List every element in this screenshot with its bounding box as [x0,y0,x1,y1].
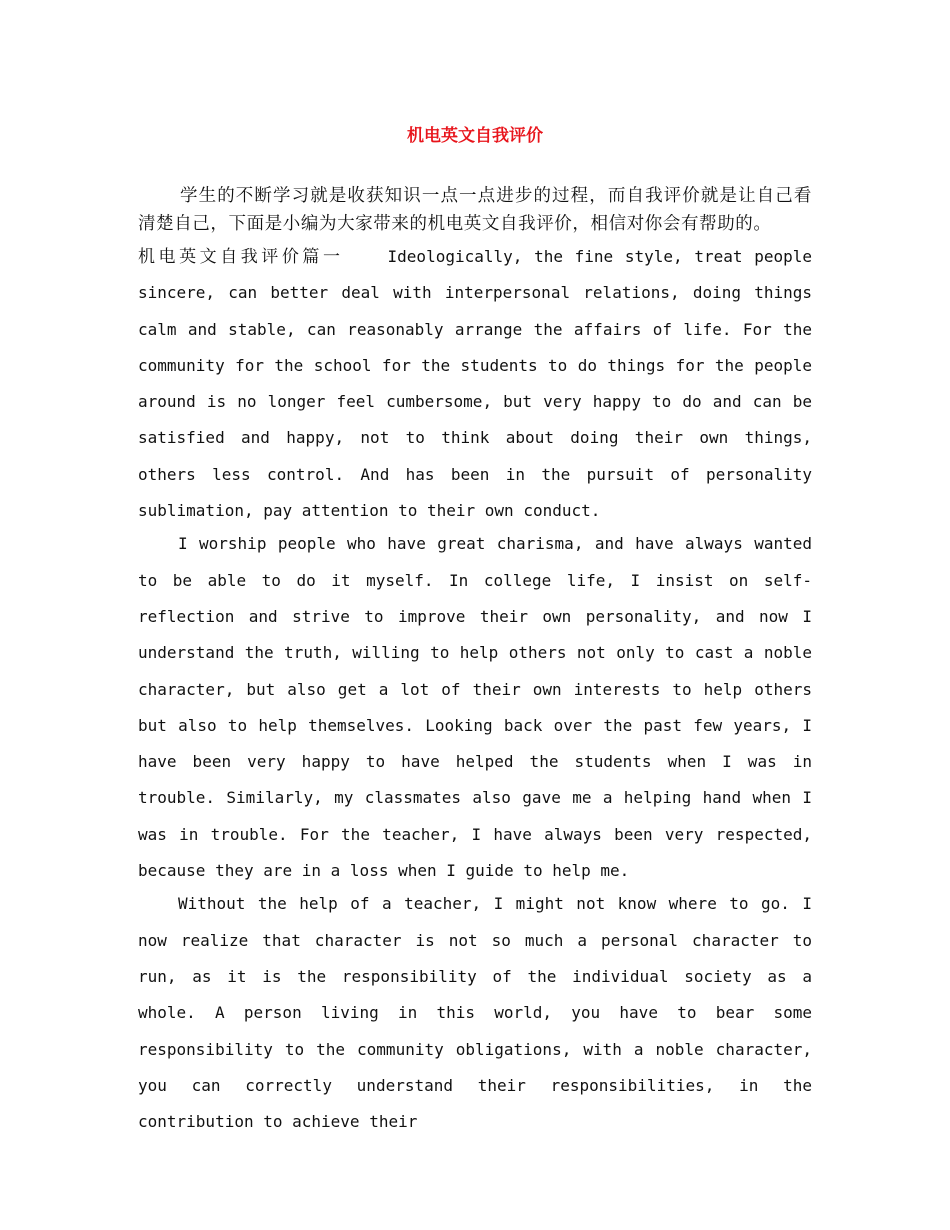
section-heading: 机电英文自我评价篇一 [138,247,344,267]
body-paragraph-2: I worship people who have great charisma, and have always wanted to be able to do it myself. In college life, I insist on self-reflection and strive to improve their own personality, and now I understand the truth, willing to help others not only to cast a noble character, but also get a lot of their own interests to help others but also to help themselves. Looking back over the past few years, I have been very happy to have helped the students when I was in trouble. Similarly, my classmates also gave me a helping hand when I was in trouble. For the teacher, I have always been very respected, because they are in a loss when I guide to help me. [138,534,812,881]
document-title: 机电英文自我评价 [407,126,543,146]
body-paragraph-3: Without the help of a teacher, I might not know where to go. I now realize that character is not so much a personal character to run, as it is the responsibility of the individual society as a whole. A person living in this world, you have to bear some responsibility to the community obligations, with a noble character, you can correctly understand their responsibilities, in the contribution to achieve their [138,894,812,1132]
paragraph-1-text: Ideologically, the fine style, treat people sincere, can better deal with interpersonal relations, doing things calm and stable, can reasonably arrange the affairs of life. For the community for the school for the students to do things for the people around is no longer feel cumbersome, but very happy to do and can be satisfied and happy, not to think about doing their own things, others less control. And has been in the pursuit of personality sublimation, pay attention to their own conduct. [138,247,813,521]
document-body [138,182,812,1140]
intro-paragraph: 学生的不断学习就是收获知识一点一点进步的过程，而自我评价就是让自己看清楚自己，下面是小编为大家带来的机电英文自我评价，相信对你会有帮助的。 [138,186,812,234]
body-paragraph-1 [138,239,812,529]
